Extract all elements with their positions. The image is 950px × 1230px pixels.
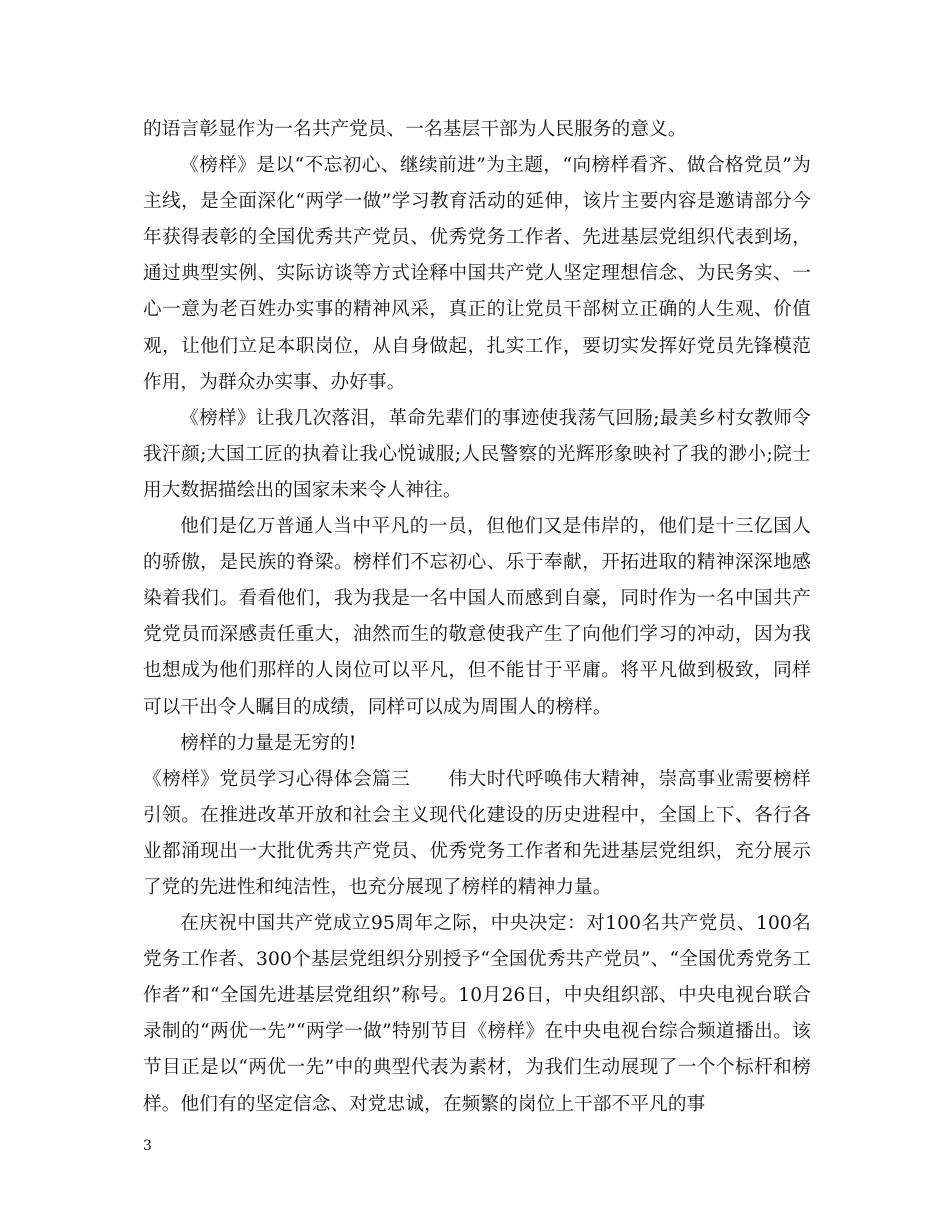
page-number: 3 — [143, 1138, 152, 1154]
paragraph-bangyang-tears: 《榜样》让我几次落泪，革命先辈们的事迹使我荡气回肠;最美乡村女教师令我汗颜;大国工匠的执着让我心悦诚服;人民警察的光辉形象映衬了我的渺小;院士用大数据描绘出的国家未来令人神往。 — [143, 407, 811, 501]
paragraph-section-three: 《榜样》党员学习心得体会篇三 伟大时代呼唤伟大精神，崇高事业需要榜样引领。在推进改革开放和社会主义现代化建设的历史进程中，全国上下、各行各业都涌现出一大批优秀共产党员、优秀党务工作者和先进基层党组织，充分展示了党的先进性和纯洁性，也充分展现了榜样的精神力量。 — [143, 768, 811, 898]
paragraph-bangyang-theme: 《榜样》是以“不忘初心、继续前进”为主题，“向榜样看齐、做合格党员”为主线，是全面深化“两学一做”学习教育活动的延伸，该片主要内容是邀请部分今年获得表彰的全国优秀共产党员、优秀党务工作者、先进基层党组织代表到场，通过典型实例、实际访谈等方式诠释中国共产党人坚定理想信念、为民务实、一心一意为老百姓办实事的精神风采，真正的让党员干部树立正确的人生观、价值观，让他们立足本职岗位，从自身做起，扎实工作，要切实发挥好党员先锋模范作用，为群众办实事、办好事。 — [143, 155, 811, 393]
paragraph-95th-anniversary: 在庆祝中国共产党成立95周年之际，中央决定：对100名共产党员、100名党务工作者、300个基层党组织分别授予“全国优秀共产党员”、“全国优秀党务工作者”和“全国先进基层党组织”称号。10月26日，中央组织部、中央电视台联合录制的“两优一先”“两学一做”特别节目《榜样》在中央电视台综合频道播出。该节目正是以“两优一先”中的典型代表为素材，为我们生动展现了一个个标杆和榜样。他们有的坚定信念、对党忠诚，在频繁的岗位上干部不平凡的事 — [143, 913, 811, 1115]
paragraph-continuation: 的语言彰显作为一名共产党员、一名基层干部为人民服务的意义。 — [143, 119, 687, 140]
document-body — [143, 112, 811, 1123]
paragraph-ordinary-heroes: 他们是亿万普通人当中平凡的一员，但他们又是伟岸的，他们是十三亿国人的骄傲，是民族的脊梁。榜样们不忘初心、乐于奉献，开拓进取的精神深深地感染着我们。看看他们，我为我是一名中国人而感到自豪，同时作为一名中国共产党党员而深感责任重大，油然而生的敬意使我产生了向他们学习的冲动，因为我也想成为他们那样的人岗位可以平凡，但不能甘于平庸。将平凡做到极致，同样可以干出令人瞩目的成绩，同样可以成为周围人的榜样。 — [143, 516, 811, 718]
paragraph-power-of-example: 榜样的力量是无穷的! — [180, 732, 357, 754]
